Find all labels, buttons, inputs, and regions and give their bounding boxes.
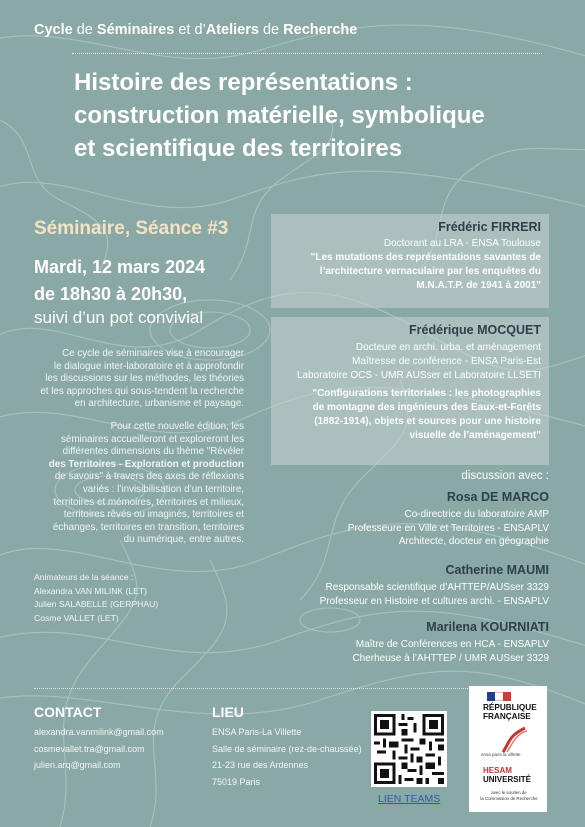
support-text: avec le soutien de la Commission de Recherche [480,790,538,801]
speaker-talk: "Configurations territoriales : les photographies [312,388,541,399]
intro-paragraph-1 [34,348,244,411]
contact-email[interactable]: alexandra.vanmilink@gmail.com [34,727,164,737]
intro-line: variés : l’invisibilisation d’un territoire, [82,483,244,495]
cycle-header [34,22,357,38]
intro-line: échanges, territoires en transition, territoires [52,521,244,533]
footer-divider [34,688,544,689]
intro-line: le dialogue inter-laboratoire et à approfondir [53,360,244,372]
cycle-header-segment: de [262,22,284,38]
cycle-header-segment: Séminaires [96,22,179,38]
discussant-line: Professeure en Ville et Territoires - ENSAPLV [347,522,549,534]
qr-code[interactable] [371,711,447,787]
speaker-panel-1 [271,214,549,308]
discussant-2 [271,563,549,608]
intro-line: de savoirs" à travers des axes de réflexions [54,471,244,483]
discussant-line: Cherheuse à l’AHTTEP / UMR AUSser 3329 [352,652,549,664]
discussant-line: Professeur en Histoire et cultures archi. - ENSAPLV [319,595,549,607]
cycle-header-segment: Ateliers [205,22,263,38]
speaker-affiliation: Docteure en archi. urba. et aménagement [355,342,541,353]
lieu-heading: LIEU [212,704,244,720]
speaker-affiliation: Maîtresse de conférence - ENSA Paris-Est [352,356,541,367]
session-datetime [34,254,205,308]
speaker-talk: (1882-1914), objets et sources pour une histoire [314,416,541,427]
intro-line: séminaires accueilleront et exploreront les [61,433,244,445]
animateurs-heading: Animateurs de la séance : [34,572,134,582]
discussant-name: Catherine MAUMI [445,563,549,577]
discussant-3 [271,620,549,665]
speaker-affiliation: Laboratoire OCS - UMR AUSser et Laboratoire LLSETI [297,370,541,381]
lieu-line: 75019 Paris [212,776,261,787]
speaker-talk: M.N.A.T.P. de 1941 à 2001" [416,280,541,291]
discussant-line: Co-directrice du laboratoire AMP [404,509,549,520]
cycle-header-segment: Cycle [34,22,77,38]
lieu-line: Salle de séminaire (rez-de-chaussée) [212,743,362,754]
contact-email[interactable]: cosmevallet.tra@gmail.com [34,743,145,754]
contact-heading: CONTACT [34,704,102,720]
discussion-label: discussion avec : [461,470,549,482]
discussant-1 [271,490,549,549]
speaker-talk: l’architecture vernaculaire par les enquêtes du [319,266,541,277]
cycle-header-segment: et d’ [178,22,206,38]
qr-code-icon [371,711,447,787]
speaker-name: Frédérique MOCQUET [409,323,541,337]
intro-line: les discussions sur les méthodes, les théories [45,373,244,385]
cycle-header-segment: Recherche [283,22,358,38]
animateur-name: Alexandra VAN MILINK (LET) [34,585,148,596]
page-title [74,66,554,165]
discussant-line: Maître de Conférences en HCA - ENSAPLV [355,639,549,650]
title-line-1: Histoire des représentations : [74,69,413,96]
intro-line: territoires et mémoires, territoires et milieux, [53,496,244,508]
speaker-talk: "Les mutations des représentations savantes de [310,252,541,263]
discussant-name: Rosa DE MARCO [446,490,549,504]
logos-panel [469,686,547,812]
intro-line: différentes dimensions du thème "Révéler [62,446,244,458]
session-time: de 18h30 à 20h30, [34,284,188,304]
intro-line: du numérique, entre autres. [123,534,244,546]
speaker-talk: visuelle de l’aménagement" [409,430,541,441]
republique-francaise-logo: RÉPUBLIQUE FRANÇAISE [483,703,537,721]
hesam-logo: HESAM UNIVERSITÉ [483,766,532,784]
intro-paragraph-2 [34,421,244,547]
discussant-line: Responsable scientifique d’AHTTEP/AUSser 3329 [325,582,549,593]
contact-email[interactable]: julien.arq@gmail.com [34,760,121,770]
intro-line: Ce cycle de séminaires vise à encourager [62,348,244,359]
teams-link[interactable]: LIEN TEAMS [378,793,441,805]
intro-line: Pour cette nouvelle édition, les [110,421,244,432]
contact-block [34,704,164,774]
discussant-line: Architecte, docteur en géographie [398,536,549,547]
intro-line: des Territoires - Exploration et production [48,458,244,470]
speaker-affiliation: Doctorant au LRA - ENSA Toulouse [383,238,541,249]
speaker-panel-2 [271,317,549,465]
animateur-name: Cosme VALLET (LET) [34,612,119,623]
ensa-plv-logo-icon [499,726,529,754]
cycle-header-segment: de [76,22,97,38]
intro-line: et les approches qui sous-tendent la recherche [40,385,244,397]
speaker-talk: de montagne des ingénieurs des Eaux-et-Forêts [312,402,541,413]
lieu-block [212,704,362,790]
ensa-plv-text: ensa paris la villette [481,752,521,757]
intro-line: en architecture, urbanisme et paysage. [74,398,244,410]
title-line-2: construction matérielle, symbolique [74,102,485,129]
session-pot: suivi d’un pot convivial [34,308,204,327]
discussant-name: Marilena KOURNIATI [426,620,549,634]
speaker-name: Frédéric FIRRERI [438,220,541,234]
animateur-name: Julien SALABELLE (GERPHAU) [34,599,159,610]
lieu-line: ENSA Paris-La Villette [212,727,302,737]
header-divider [72,53,542,54]
title-line-3: et scientifique des territoires [74,135,403,162]
lieu-line: 21-23 rue des Ardennes [212,760,309,770]
intro-line: territoires rêvés ou imaginés, territoires et [63,509,244,521]
session-label: Séminaire, Séance #3 [34,218,229,239]
animateurs-block [34,571,158,625]
session-date: Mardi, 12 mars 2024 [34,257,206,277]
french-flag-logo [487,692,511,701]
